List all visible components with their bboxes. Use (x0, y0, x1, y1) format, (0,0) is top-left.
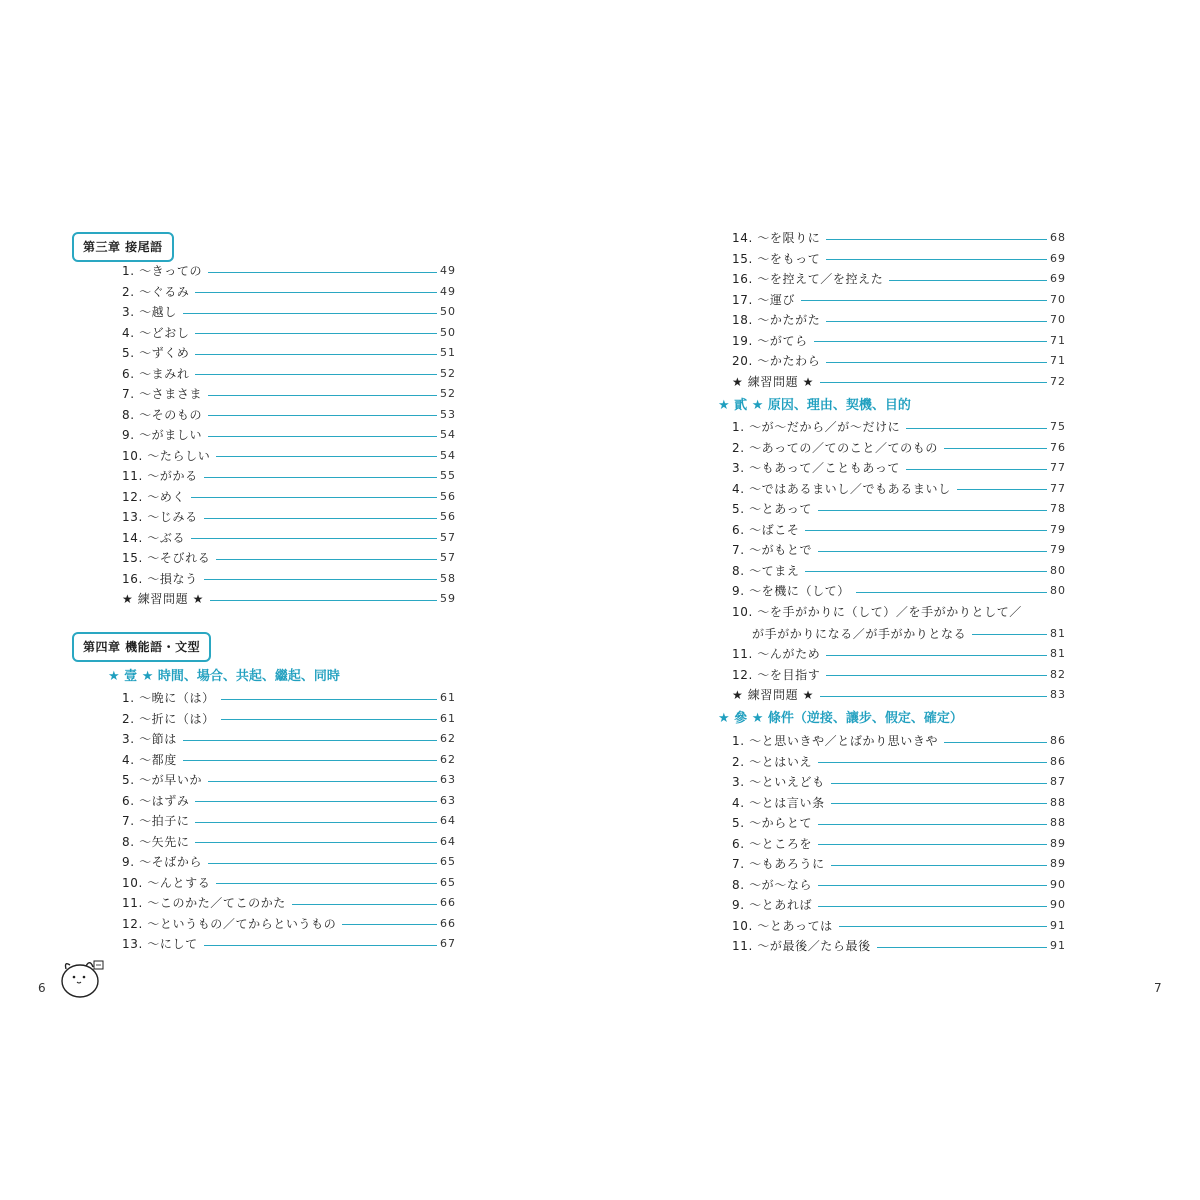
toc-entry-label: 1. ～きっての (122, 264, 203, 278)
toc-leader-line (820, 696, 1047, 697)
toc-entry (732, 459, 1066, 477)
toc-entry-label: 8. ～そのもの (122, 407, 203, 422)
toc-entry-label: 5. ～とあって (732, 502, 812, 516)
toc-leader-line (957, 489, 1047, 490)
toc-entry (122, 262, 456, 280)
toc-entry (732, 332, 1066, 350)
toc-entry-page: 91 (1050, 939, 1066, 952)
toc-entry-label: 11. ～がかる (122, 469, 198, 483)
toc-entry-label: 4. ～どおし (122, 325, 190, 340)
toc-entry-page: 50 (440, 325, 456, 339)
toc-entry-page: 53 (440, 407, 456, 421)
toc-entry-page: 64 (440, 814, 456, 827)
toc-entry (732, 732, 1066, 750)
toc-leader-line (805, 530, 1047, 531)
toc-entry-page: 91 (1050, 918, 1066, 932)
toc-entry-label: ★ 練習問題 ★ (732, 688, 814, 702)
toc-leader-line (818, 906, 1047, 907)
toc-entry-page: 57 (440, 551, 456, 564)
toc-entry-page: 56 (440, 489, 456, 503)
toc-entry-label: 4. ～とは言い条 (732, 795, 825, 810)
toc-entry-page: 80 (1050, 563, 1066, 577)
toc-entry (732, 229, 1066, 247)
toc-entry-label: 6. ～はずみ (122, 793, 190, 808)
toc-leader-line (826, 362, 1047, 363)
toc-entry (122, 792, 456, 810)
toc-entry (732, 814, 1066, 832)
toc-entry-page: 51 (440, 346, 456, 359)
toc-entry-page: 65 (440, 875, 456, 889)
toc-entry (732, 270, 1066, 288)
toc-leader-line (820, 382, 1047, 383)
toc-leader-line (191, 497, 437, 498)
toc-entry (752, 625, 1066, 643)
toc-entry-label: 6. ～ばこそ (732, 522, 800, 537)
toc-entry (122, 590, 456, 608)
right-page-number: 7 (1154, 981, 1162, 995)
toc-entry (122, 406, 456, 424)
toc-entry (732, 645, 1066, 663)
toc-entry-page: 66 (440, 896, 456, 909)
toc-leader-line (195, 333, 437, 334)
toc-entry-label: 1. ～晩に（は） (122, 691, 215, 705)
toc-leader-line (831, 803, 1047, 804)
toc-entry-label: 9. ～を機に（して） (732, 584, 850, 598)
toc-entry-label: 6. ～ところを (732, 836, 813, 851)
toc-entry-label: 16. ～損なう (122, 571, 198, 586)
toc-entry-label: 7. ～さまさま (122, 387, 203, 401)
toc-entry-page: 70 (1050, 292, 1066, 306)
toc-entry (122, 324, 456, 342)
toc-entry (732, 855, 1066, 873)
toc-entry (732, 500, 1066, 518)
toc-entry-label: 15. ～そびれる (122, 551, 211, 565)
toc-entry-label: 1. ～が～だから／が～だけに (732, 420, 901, 434)
toc-entry-page: 90 (1050, 877, 1066, 891)
toc-leader-line (856, 592, 1047, 593)
toc-entry-page: 88 (1050, 816, 1066, 829)
toc-leader-line (818, 844, 1047, 845)
chapter3-heading (72, 232, 174, 262)
toc-entry-label: 4. ～ではあるまいし／でもあるまいし (732, 481, 951, 496)
toc-entry (732, 835, 1066, 853)
toc-entry (732, 250, 1066, 268)
section1-title: ★ 壹 ★ 時間、場合、共起、繼起、同時 (108, 669, 340, 684)
toc-entry-label: 9. ～がましい (122, 428, 203, 442)
toc-entry-page: 70 (1050, 313, 1066, 326)
toc-entry (122, 751, 456, 769)
toc-leader-line (216, 456, 437, 457)
toc-entry (122, 853, 456, 871)
toc-entry-page: 58 (440, 571, 456, 585)
toc-entry-label: 5. ～が早いか (122, 773, 203, 787)
chapter4-title: 第四章 機能語・文型 (83, 640, 201, 654)
toc-leader-line (831, 783, 1047, 784)
toc-entry-label: 3. ～節は (122, 732, 177, 746)
toc-entry-page: 56 (440, 510, 456, 523)
toc-leader-line (877, 947, 1047, 948)
toc-entry-label: 12. ～というもの／てからというもの (122, 916, 337, 931)
toc-entry-page: 62 (440, 732, 456, 745)
toc-entry (122, 833, 456, 851)
toc-leader-line (183, 760, 437, 761)
toc-entry (122, 812, 456, 830)
toc-entry (122, 874, 456, 892)
toc-leader-line (818, 885, 1047, 886)
toc-entry-label: 5. ～ずくめ (122, 346, 190, 360)
toc-entry-page: 67 (440, 937, 456, 950)
chapter4-heading (72, 632, 211, 662)
toc-entry-label: 13. ～にして (122, 937, 198, 951)
toc-entry-label: 12. ～めく (122, 489, 186, 504)
toc-entry (122, 385, 456, 403)
toc-entry-page: 83 (1050, 688, 1066, 701)
toc-entry-page: 77 (1050, 481, 1066, 495)
toc-entry-page: 55 (440, 469, 456, 482)
toc-entry-label: 7. ～もあろうに (732, 857, 825, 871)
left-page-number: 6 (38, 981, 46, 995)
toc-entry-page: 50 (440, 305, 456, 318)
toc-entry-page: 80 (1050, 584, 1066, 597)
toc-entry-label: 7. ～がもとで (732, 543, 813, 557)
toc-entry (122, 426, 456, 444)
section2-title: ★ 貳 ★ 原因、理由、契機、目的 (718, 398, 911, 413)
toc-entry-page: 63 (440, 793, 456, 807)
toc-entry-label: 11. ～このかた／てこのかた (122, 896, 286, 910)
toc-entry-label: 13. ～じみる (122, 510, 198, 524)
toc-leader-line (210, 600, 437, 601)
toc-entry-label: 11. ～が最後／たら最後 (732, 939, 871, 953)
toc-entry (732, 373, 1066, 391)
toc-entry-page: 52 (440, 387, 456, 400)
section2-heading (718, 397, 911, 415)
toc-leader-line (801, 300, 1047, 301)
section1-heading (108, 668, 340, 686)
toc-entry-page: 66 (440, 916, 456, 930)
toc-entry (732, 311, 1066, 329)
toc-entry-label: 15. ～をもって (732, 251, 821, 266)
toc-entry-page: 64 (440, 834, 456, 848)
toc-entry-label: 3. ～といえども (732, 775, 825, 789)
toc-entry (122, 467, 456, 485)
toc-entry-page: 75 (1050, 420, 1066, 433)
toc-entry-label: 11. ～んがため (732, 647, 821, 661)
section3-title: ★ 參 ★ 條件（逆接、讓步、假定、確定） (718, 711, 963, 726)
toc-entry-page: 65 (440, 855, 456, 868)
toc-entry-page: 79 (1050, 543, 1066, 556)
toc-entry-label: 14. ～を限りに (732, 231, 821, 245)
toc-entry-label: 16. ～を控えて／を控えた (732, 272, 884, 286)
toc-entry (122, 447, 456, 465)
toc-entry-page: 61 (440, 711, 456, 725)
toc-leader-line (826, 655, 1047, 656)
toc-entry (732, 773, 1066, 791)
toc-leader-line (292, 904, 437, 905)
toc-entry (122, 730, 456, 748)
toc-leader-line (818, 551, 1047, 552)
toc-entry (122, 508, 456, 526)
toc-entry-label: 2. ～あっての／てのこと／てのもの (732, 440, 938, 455)
toc-entry (732, 480, 1066, 498)
toc-entry-page: 90 (1050, 898, 1066, 911)
toc-leader-line (839, 926, 1047, 927)
toc-leader-line (195, 801, 437, 802)
toc-entry (122, 488, 456, 506)
toc-entry-page: 54 (440, 428, 456, 441)
toc-entry-label: 19. ～がてら (732, 333, 808, 348)
toc-entry-page: 87 (1050, 775, 1066, 788)
toc-leader-line (216, 559, 437, 560)
toc-entry-label: 14. ～ぶる (122, 530, 186, 545)
toc-entry (122, 689, 456, 707)
toc-entry-label: 18. ～かたがた (732, 313, 821, 327)
toc-entry-label: 8. ～てまえ (732, 563, 800, 578)
toc-entry (732, 352, 1066, 370)
toc-entry-page: 71 (1050, 333, 1066, 347)
toc-entry (732, 937, 1066, 955)
toc-leader-line (204, 518, 437, 519)
toc-leader-line (889, 280, 1047, 281)
toc-leader-line (221, 699, 437, 700)
toc-entry-label: 20. ～かたわら (732, 354, 821, 368)
toc-entry-page: 86 (1050, 734, 1066, 747)
toc-leader-line (195, 842, 437, 843)
toc-entry-page: 82 (1050, 667, 1066, 681)
toc-entry (732, 876, 1066, 894)
toc-entry-label: 9. ～そばから (122, 855, 203, 869)
toc-leader-line (204, 477, 437, 478)
toc-entry-label: 4. ～都度 (122, 752, 177, 767)
toc-entry (122, 303, 456, 321)
toc-entry-page: 62 (440, 752, 456, 766)
toc-entry-label: 10. ～んとする (122, 875, 211, 890)
toc-entry-label: 1. ～と思いきや／とばかり思いきや (732, 734, 939, 748)
toc-leader-line (826, 321, 1047, 322)
toc-entry-page: 81 (1050, 626, 1066, 640)
toc-leader-line (191, 538, 437, 539)
toc-entry-label: ★ 練習問題 ★ (732, 374, 814, 389)
toc-entry-page: 72 (1050, 374, 1066, 388)
toc-entry (732, 896, 1066, 914)
toc-entry (732, 686, 1066, 704)
toc-entry (732, 418, 1066, 436)
toc-entry-label: 3. ～越し (122, 305, 177, 319)
toc-leader-line (826, 675, 1047, 676)
toc-entry (732, 753, 1066, 771)
toc-entry-label: 2. ～とはいえ (732, 754, 813, 769)
toc-entry-page: 68 (1050, 231, 1066, 244)
toc-entry (122, 529, 456, 547)
toc-leader-line (826, 239, 1047, 240)
toc-leader-line (208, 272, 437, 273)
toc-entry-label: 2. ～ぐるみ (122, 284, 190, 299)
toc-leader-line (814, 341, 1047, 342)
toc-entry-page: 79 (1050, 522, 1066, 536)
toc-entry-label: 10. ～とあっては (732, 918, 833, 933)
toc-entry-label: 7. ～拍子に (122, 814, 190, 828)
toc-leader-line (944, 448, 1047, 449)
toc-leader-line (944, 742, 1047, 743)
toc-entry (122, 894, 456, 912)
toc-entry (122, 935, 456, 953)
toc-entry (732, 521, 1066, 539)
toc-entry-label: 9. ～とあれば (732, 898, 813, 912)
toc-leader-line (208, 781, 437, 782)
toc-leader-line (342, 924, 437, 925)
toc-entry (732, 439, 1066, 457)
toc-entry-label: 17. ～運び (732, 292, 796, 307)
toc-leader-line (204, 945, 437, 946)
toc-entry-label: 12. ～を目指す (732, 667, 821, 682)
toc-entry-page: 78 (1050, 502, 1066, 515)
toc-leader-line (208, 436, 437, 437)
toc-entry (732, 562, 1066, 580)
toc-entry-page: 81 (1050, 647, 1066, 660)
toc-entry (732, 603, 1066, 621)
toc-leader-line (831, 865, 1047, 866)
toc-entry-page: 63 (440, 773, 456, 786)
toc-leader-line (183, 313, 437, 314)
toc-entry (122, 915, 456, 933)
toc-leader-line (195, 374, 437, 375)
toc-leader-line (204, 579, 437, 580)
toc-entry-label: 5. ～からとて (732, 816, 813, 830)
toc-entry-page: 88 (1050, 795, 1066, 809)
toc-entry-page: 49 (440, 264, 456, 277)
toc-entry-page: 71 (1050, 354, 1066, 367)
toc-leader-line (972, 634, 1047, 635)
toc-entry (732, 917, 1066, 935)
toc-entry-label: 8. ～矢先に (122, 834, 190, 849)
toc-entry-label: 2. ～折に（は） (122, 711, 215, 726)
toc-leader-line (216, 883, 437, 884)
toc-entry (122, 344, 456, 362)
toc-entry (122, 771, 456, 789)
toc-entry-page: 69 (1050, 272, 1066, 285)
toc-leader-line (818, 762, 1047, 763)
toc-entry-page: 86 (1050, 754, 1066, 768)
toc-leader-line (208, 395, 437, 396)
toc-leader-line (208, 415, 437, 416)
toc-entry-label: 8. ～が～なら (732, 877, 813, 892)
toc-entry-label: 10. ～たらしい (122, 448, 211, 463)
toc-entry-page: 61 (440, 691, 456, 704)
toc-leader-line (195, 354, 437, 355)
toc-leader-line (208, 863, 437, 864)
toc-leader-line (818, 824, 1047, 825)
toc-entry-page: 69 (1050, 251, 1066, 265)
toc-entry-page: 76 (1050, 440, 1066, 454)
toc-entry-page: 49 (440, 284, 456, 298)
toc-entry (122, 283, 456, 301)
toc-leader-line (183, 740, 437, 741)
toc-entry-label: 3. ～もあって／こともあって (732, 461, 901, 475)
toc-entry (122, 365, 456, 383)
toc-entry-page: 52 (440, 366, 456, 380)
toc-entry (732, 291, 1066, 309)
toc-leader-line (221, 719, 437, 720)
toc-leader-line (195, 822, 437, 823)
toc-entry-page: 54 (440, 448, 456, 462)
toc-entry-page: 59 (440, 592, 456, 605)
toc-leader-line (195, 292, 437, 293)
toc-entry (122, 549, 456, 567)
toc-entry (122, 710, 456, 728)
toc-leader-line (818, 510, 1047, 511)
toc-leader-line (826, 259, 1047, 260)
mascot-illustration (58, 955, 108, 1001)
toc-entry-label: が手がかりになる／が手がかりとなる (752, 626, 967, 641)
toc-entry-label: 10. ～を手がかりに（して）／を手がかりとして／ (732, 604, 1022, 619)
toc-entry (732, 666, 1066, 684)
toc-entry-page: 77 (1050, 461, 1066, 474)
toc-entry-page: 57 (440, 530, 456, 544)
toc-entry (122, 570, 456, 588)
toc-entry (732, 541, 1066, 559)
toc-leader-line (805, 571, 1047, 572)
toc-entry-page: 89 (1050, 857, 1066, 870)
toc-entry (732, 582, 1066, 600)
section3-heading (718, 710, 963, 728)
toc-entry-label: ★ 練習問題 ★ (122, 592, 204, 606)
toc-entry-page: 89 (1050, 836, 1066, 850)
chapter3-title: 第三章 接尾語 (83, 240, 163, 254)
toc-entry (732, 794, 1066, 812)
toc-leader-line (906, 469, 1047, 470)
toc-leader-line (906, 428, 1047, 429)
toc-entry-label: 6. ～まみれ (122, 366, 190, 381)
